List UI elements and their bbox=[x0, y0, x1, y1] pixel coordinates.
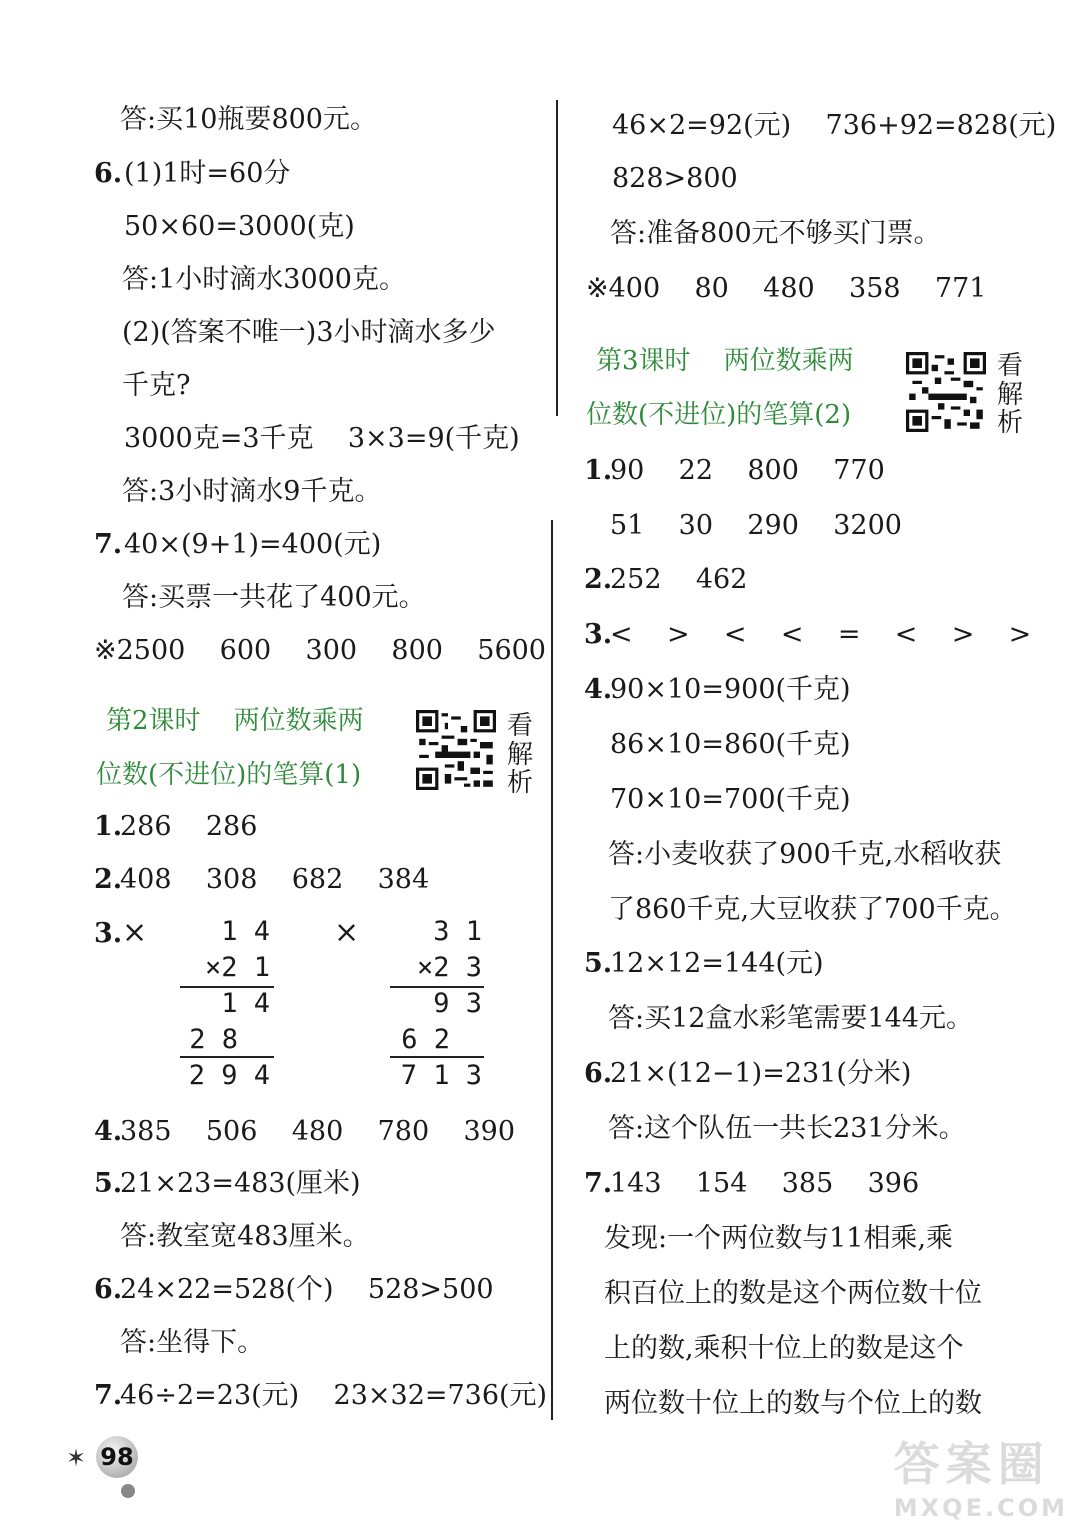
page-number: 98 bbox=[96, 1436, 138, 1478]
answer-line: 积百位上的数是这个两位数十位 bbox=[604, 1278, 982, 1309]
question-number: 4. bbox=[94, 1116, 123, 1147]
watermark-url: MXQE.COM bbox=[893, 1494, 1068, 1522]
column-divider-lower bbox=[551, 520, 553, 1420]
answer-line: 答:教室宽483厘米。 bbox=[120, 1221, 370, 1252]
section-title: 位数(不进位)的笔算(2) bbox=[586, 400, 852, 430]
question-number: 5. bbox=[94, 1168, 123, 1199]
partial-product: 6 2 bbox=[401, 1024, 450, 1055]
question-number: 2. bbox=[584, 564, 613, 595]
answer-line: 答:准备800元不够买门票。 bbox=[610, 218, 941, 249]
question-number: 5. bbox=[584, 948, 613, 979]
product: 2 9 4 bbox=[188, 1060, 270, 1091]
answer-line: 上的数,乘积十位上的数是这个 bbox=[604, 1333, 964, 1364]
answer-line: 答:3小时滴水9千克。 bbox=[122, 476, 382, 507]
answer-line: 46×2=92(元) 736+92=828(元) bbox=[612, 110, 1057, 141]
answer-line: 86×10=860(千克) bbox=[610, 729, 851, 760]
question-number: 3. bbox=[94, 918, 123, 949]
question-number: 7. bbox=[584, 1168, 613, 1199]
partial-product: 9 3 bbox=[433, 988, 482, 1019]
answer-line: (2)(答案不唯一)3小时滴水多少 bbox=[122, 317, 496, 348]
answer-line: 70×10=700(千克) bbox=[610, 784, 851, 815]
answer-line: 50×60=3000(克) bbox=[124, 211, 355, 242]
question-number: 6. bbox=[94, 1274, 123, 1305]
watermark bbox=[894, 1428, 1068, 1522]
answer-line: 21×(12−1)=231(分米) bbox=[610, 1058, 912, 1089]
watermark-logo: 答案圈 bbox=[893, 1437, 1050, 1491]
answer-line: 答:小麦收获了900千克,水稻收获 bbox=[608, 839, 1002, 870]
answer-line: 90 22 800 770 bbox=[610, 455, 885, 486]
wrong-mark: × bbox=[334, 915, 360, 950]
answer-line: 252 462 bbox=[610, 564, 748, 595]
answer-line: 3000克=3千克 3×3=9(千克) bbox=[124, 423, 520, 454]
question-number: 7. bbox=[94, 529, 123, 560]
section-title: 位数(不进位)的笔算(1) bbox=[96, 760, 362, 790]
answer-line: 12×12=144(元) bbox=[610, 948, 824, 979]
question-number: 3. bbox=[584, 619, 613, 650]
vertical-multiplication bbox=[176, 918, 276, 1094]
question-number: 7. bbox=[94, 1380, 123, 1411]
wrong-mark: × bbox=[122, 915, 148, 950]
column-divider bbox=[556, 100, 558, 416]
extra-answers: ※2500 600 300 800 5600 bbox=[94, 635, 546, 666]
answer-line: 答:1小时滴水3000克。 bbox=[122, 264, 406, 295]
answer-line: 24×22=528(个) 528>500 bbox=[120, 1274, 494, 1305]
answer-line: 143 154 385 396 bbox=[610, 1168, 920, 1199]
qr-code-icon[interactable] bbox=[906, 352, 986, 432]
answer-line: 两位数十位上的数与个位上的数 bbox=[604, 1388, 982, 1419]
answer-line: 答:买票一共花了400元。 bbox=[122, 582, 426, 613]
answer-line: 828>800 bbox=[612, 163, 738, 194]
product: 7 1 3 bbox=[400, 1060, 482, 1091]
answer-line: 385 506 480 780 390 bbox=[120, 1116, 515, 1147]
answer-line: 发现:一个两位数与11相乘,乘 bbox=[604, 1223, 954, 1254]
answer-line: 千克? bbox=[122, 370, 191, 401]
rule-line bbox=[390, 1056, 484, 1058]
multiplier: ×2 3 bbox=[416, 952, 482, 983]
partial-product: 2 8 bbox=[189, 1024, 238, 1055]
question-number: 4. bbox=[584, 674, 613, 705]
question-number: 2. bbox=[94, 864, 123, 895]
see-analysis-label: 看解析 bbox=[506, 711, 533, 799]
qr-code-icon[interactable] bbox=[416, 710, 496, 790]
answer-line: 答:买12盒水彩笔需要144元。 bbox=[608, 1003, 973, 1034]
vertical-multiplication bbox=[388, 918, 488, 1094]
answer-line: 答:买10瓶要800元。 bbox=[120, 104, 377, 135]
answer-line: < > < < = < > > bbox=[610, 619, 1032, 650]
answer-line: (1)1时=60分 bbox=[124, 158, 291, 189]
rule-line bbox=[180, 1056, 274, 1058]
decorative-dot bbox=[121, 1484, 135, 1498]
question-number: 1. bbox=[94, 811, 123, 842]
answer-line: 21×23=483(厘米) bbox=[120, 1168, 361, 1199]
answer-line: 408 308 682 384 bbox=[120, 864, 430, 895]
section-title: 第2课时 两位数乘两 bbox=[106, 706, 364, 736]
multiplicand: 1 4 bbox=[221, 916, 270, 947]
question-number: 6. bbox=[94, 158, 123, 189]
multiplier: ×2 1 bbox=[204, 952, 270, 983]
star-icon: ✶ bbox=[66, 1444, 87, 1472]
answer-line: 答:这个队伍一共长231分米。 bbox=[608, 1113, 966, 1144]
answer-line: 286 286 bbox=[120, 811, 258, 842]
multiplicand: 3 1 bbox=[433, 916, 482, 947]
see-analysis-label: 看解析 bbox=[996, 351, 1023, 439]
partial-product: 1 4 bbox=[221, 988, 270, 1019]
answer-line: 46÷2=23(元) 23×32=736(元) bbox=[120, 1380, 548, 1411]
question-number: 1. bbox=[584, 455, 613, 486]
answer-line: 答:坐得下。 bbox=[120, 1327, 265, 1358]
question-number: 6. bbox=[584, 1058, 613, 1089]
answer-line: 40×(9+1)=400(元) bbox=[124, 529, 382, 560]
section-title: 第3课时 两位数乘两 bbox=[596, 346, 854, 376]
answer-line: 90×10=900(千克) bbox=[610, 674, 851, 705]
extra-answers: ※400 80 480 358 771 bbox=[586, 273, 987, 304]
answer-line: 51 30 290 3200 bbox=[610, 510, 902, 541]
answer-line: 了860千克,大豆收获了700千克。 bbox=[608, 894, 1017, 925]
